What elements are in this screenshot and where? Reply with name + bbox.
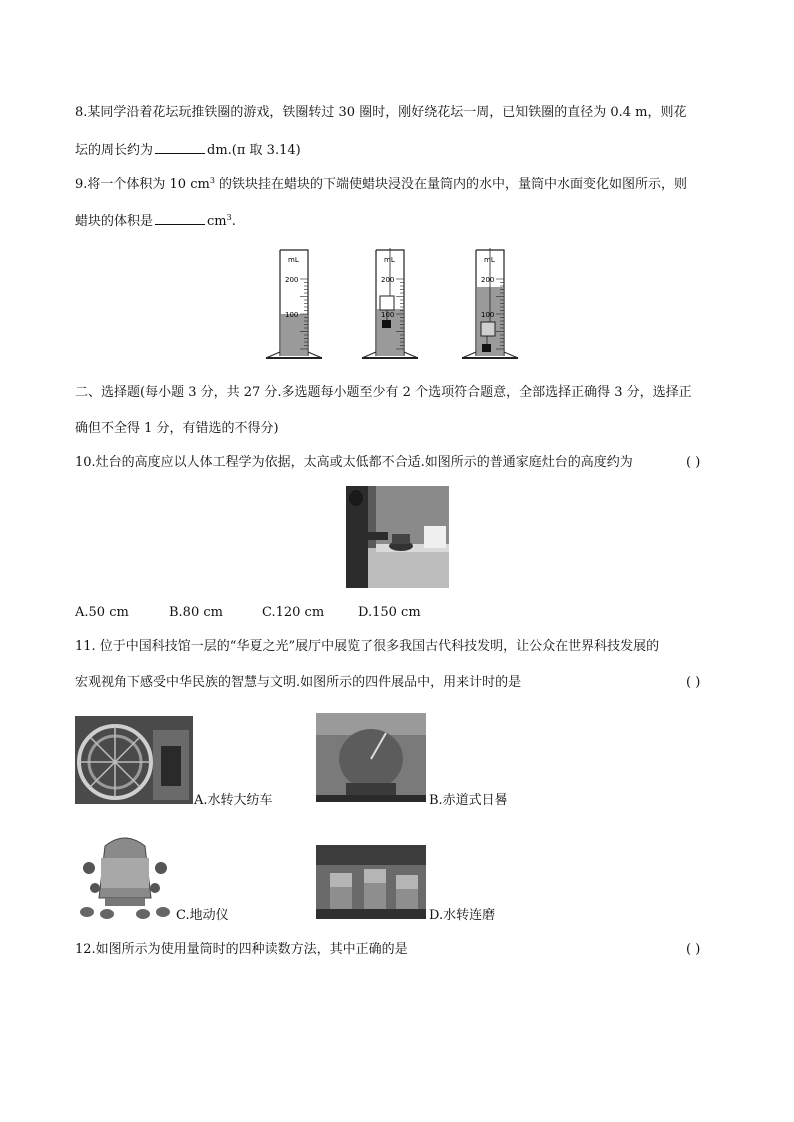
q8-line2-pre: 坛的周长约为 <box>75 143 154 158</box>
q9-line2 <box>75 212 236 231</box>
q9-answer-blank[interactable] <box>155 212 205 225</box>
section2-line2: 确但不全得 1 分，有错选的不得分) <box>75 421 279 436</box>
q8-line1: 8.某同学沿着花坛玩推铁圈的游戏，铁圈转过 30 圈时，刚好绕花坛一周，已知铁圈的直径为 0.4 m，则花 <box>75 105 687 120</box>
q9-line2-pre: 蜡块的体积是 <box>75 214 154 229</box>
q8-line2-post: dm.(π 取 3.14) <box>207 143 301 158</box>
q8-answer-blank[interactable] <box>155 141 205 154</box>
cylinder-2-unit: mL <box>384 256 395 264</box>
cylinder-2-wax-block <box>380 296 394 310</box>
cylinder-1-tick-200: 200 <box>285 276 299 284</box>
q11-option-a-photo <box>75 716 193 804</box>
q10-option-b[interactable]: B.80 cm <box>169 605 223 620</box>
q11-option-b[interactable]: B.赤道式日晷 <box>429 793 508 808</box>
q11-option-a[interactable]: A.水转大纺车 <box>194 793 273 808</box>
q9-line1-sup: 3 <box>209 176 215 185</box>
cylinder-1-unit: mL <box>288 256 299 264</box>
cylinder-3-iron-block <box>482 344 491 352</box>
q11-option-d-photo <box>316 845 426 919</box>
q11-line1: 11. 位于中国科技馆一层的“华夏之光”展厅中展览了很多我国古代科技发明，让公众在世界科技发展的 <box>75 639 660 654</box>
q10-option-d[interactable]: D.150 cm <box>358 605 421 620</box>
cylinder-1-water <box>281 314 307 356</box>
q9-line2-sup: 3 <box>226 213 232 222</box>
q12-answer-paren[interactable]: ( ) <box>686 942 701 957</box>
cylinder-2-tick-200: 200 <box>381 276 395 284</box>
cylinder-1-tick-100: 100 <box>285 311 299 319</box>
q9-line1-pre: 9.将一个体积为 10 cm <box>75 177 210 192</box>
q9-line2-end: . <box>231 214 236 229</box>
cylinder-3-tick-200: 200 <box>481 276 495 284</box>
q11-option-d[interactable]: D.水转连磨 <box>429 908 496 923</box>
cylinder-3 <box>462 248 518 358</box>
q11-line2: 宏观视角下感受中华民族的智慧与文明.如图所示的四件展品中，用来计时的是 <box>75 675 522 690</box>
q10-text: 10.灶台的高度应以人体工程学为依据，太高或太低都不合适.如图所示的普通家庭灶台的高度约为 <box>75 455 633 470</box>
cylinder-2-tick-100: 100 <box>381 311 395 319</box>
cylinder-3-wax-block <box>481 322 495 336</box>
q10-option-a[interactable]: A.50 cm <box>75 605 129 620</box>
q10-option-c[interactable]: C.120 cm <box>262 605 325 620</box>
section2-line1: 二、选择题(每小题 3 分，共 27 分.多选题每小题至少有 2 个选项符合题意，全部选择正确得 3 分，选择正 <box>75 385 692 400</box>
q11-option-c[interactable]: C.地动仪 <box>176 908 229 923</box>
q11-option-b-photo <box>316 713 426 802</box>
q10-answer-paren[interactable]: ( ) <box>686 455 701 470</box>
q11-option-c-photo <box>75 828 175 922</box>
q12-text: 12.如图所示为使用量筒时的四种读数方法，其中正确的是 <box>75 942 408 957</box>
q8-line2 <box>75 141 301 160</box>
q10-stove-photo <box>346 486 449 588</box>
cylinder-3-unit: mL <box>484 256 495 264</box>
cylinder-2-iron-block <box>382 320 391 328</box>
cylinders-figure <box>260 244 540 364</box>
cylinder-2 <box>362 248 418 358</box>
cylinder-3-tick-100: 100 <box>481 311 495 319</box>
q9-line1-post: 的铁块挂在蜡块的下端使蜡块浸没在量筒内的水中，量筒中水面变化如图所示，则 <box>214 177 688 192</box>
q11-answer-paren[interactable]: ( ) <box>686 675 701 690</box>
q9-line1 <box>75 176 687 194</box>
q9-line2-unit: cm <box>207 214 227 229</box>
cylinder-1 <box>266 250 322 358</box>
